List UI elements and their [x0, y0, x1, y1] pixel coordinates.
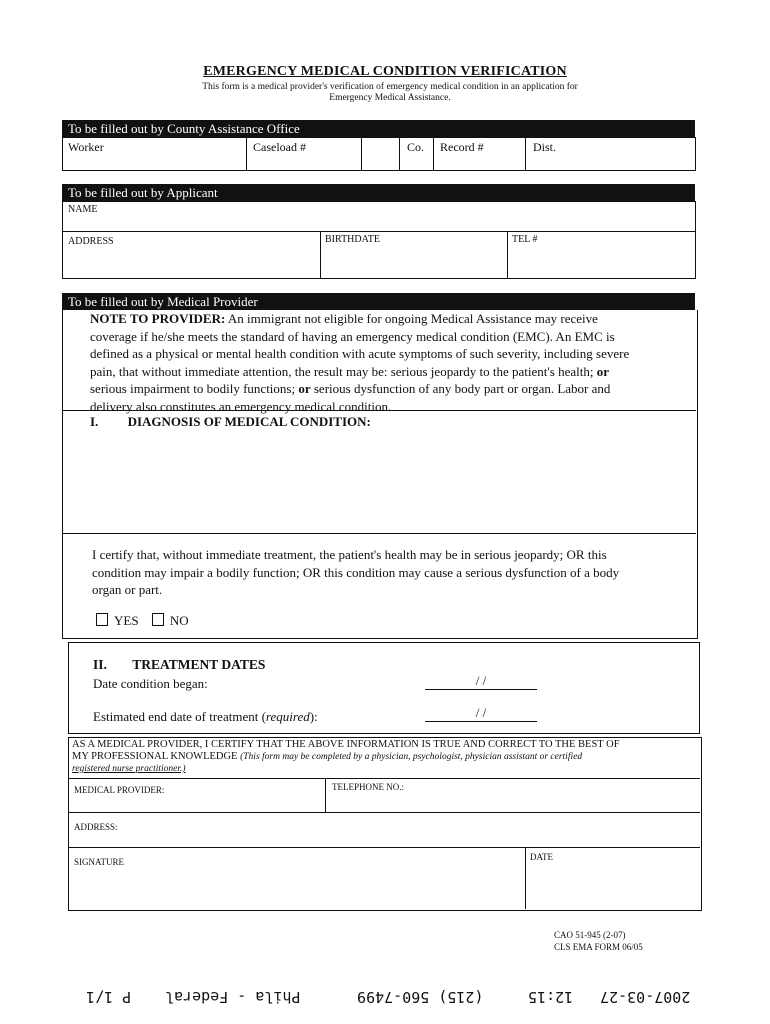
date-began-slashes: / /: [475, 673, 487, 688]
signature-date-field[interactable]: DATE: [530, 852, 553, 862]
end-date-label-close: ):: [309, 709, 318, 724]
note-or-2: or: [295, 381, 311, 396]
diagnosis-heading: [90, 414, 371, 430]
provider-section-title: To be filled out by Medical Provider: [68, 294, 258, 309]
signature-field[interactable]: SIGNATURE: [74, 857, 125, 867]
yes-no-options: [96, 613, 189, 629]
note-line-6: delivery also constitutes an emergency medical condition.: [90, 398, 392, 414]
certification-line-3: registered nurse practitioner.): [72, 764, 186, 774]
yes-label: YES: [114, 613, 139, 628]
note-line-3: defined as a physical or mental health condition with acute symptoms of such severity, including severe: [90, 346, 630, 361]
note-line-1: An immigrant not eligible for ongoing Medical Assistance may receive: [225, 311, 598, 326]
address-field[interactable]: ADDRESS: [68, 236, 114, 247]
name-field[interactable]: NAME: [68, 204, 98, 215]
end-date-label-text: Estimated end date of treatment (: [93, 709, 266, 724]
county-section-bar: [62, 120, 695, 137]
telephone-field[interactable]: TEL #: [512, 234, 538, 245]
note-to-provider: [90, 310, 690, 415]
applicant-section-bar: [62, 184, 695, 201]
form-code-line-1: CAO 51-945 (2-07): [554, 930, 626, 940]
fax-sender: Phila - Federal: [165, 988, 301, 1006]
fax-time: 12:15: [528, 988, 574, 1006]
treatment-number: II.: [93, 657, 107, 672]
no-checkbox[interactable]: [152, 613, 164, 626]
no-label: NO: [169, 613, 189, 628]
record-number-field[interactable]: Record #: [440, 140, 484, 154]
fax-phone: (215) 560-7499: [357, 988, 484, 1006]
date-began-field[interactable]: [425, 673, 537, 690]
end-date-field[interactable]: [425, 705, 537, 722]
treatment-heading: [93, 657, 265, 673]
end-date-required: required: [265, 709, 310, 724]
fax-page: P 1/1: [86, 988, 132, 1006]
note-line-2: coverage if he/she meets the standard of having an emergency medical condition (EMC). An EMC is: [90, 328, 615, 344]
certify-line-3: organ or part.: [92, 582, 163, 597]
form-subtitle: [180, 82, 600, 104]
note-line-5a: serious impairment to bodily functions;: [90, 381, 296, 396]
form-code: [554, 929, 643, 953]
note-or-1: or: [593, 363, 609, 379]
county-fields-box: [62, 137, 696, 171]
form-code-line-2: CLS EMA FORM 06/05: [554, 942, 643, 952]
subtitle-line-2: Emergency Medical Assistance.: [329, 93, 451, 103]
note-line-5b: serious dysfunction of any body part or organ. Labor and: [310, 381, 611, 396]
certification-line-2a: MY PROFESSIONAL KNOWLEDGE: [72, 751, 238, 762]
note-label: NOTE TO PROVIDER:: [90, 311, 226, 326]
provider-certification-text: [72, 739, 698, 775]
telephone-number-field[interactable]: TELEPHONE NO.:: [332, 782, 404, 792]
provider-section-bar: [62, 293, 695, 310]
worker-field[interactable]: Worker: [68, 140, 104, 154]
treatment-title: TREATMENT DATES: [132, 657, 266, 672]
fax-date: 2007-03-27: [600, 988, 691, 1006]
provider-address-field[interactable]: ADDRESS:: [74, 822, 118, 832]
applicant-section-title: To be filled out by Applicant: [68, 185, 218, 200]
medical-provider-field[interactable]: MEDICAL PROVIDER:: [74, 785, 165, 795]
note-line-4: pain, that without immediate attention, the result may be: serious jeopardy to the patient's health;: [90, 363, 594, 379]
end-date-label: [93, 709, 318, 725]
diagnosis-number: I.: [90, 414, 99, 429]
county-code-field[interactable]: Co.: [407, 140, 425, 154]
county-section-title: To be filled out by County Assistance Office: [68, 121, 300, 136]
caseload-field[interactable]: Caseload #: [253, 140, 306, 154]
certify-line-1: I certify that, without immediate treatment, the patient's health may be in serious jeopardy; OR this: [92, 547, 607, 562]
end-date-slashes: / /: [475, 705, 487, 720]
diagnosis-title: DIAGNOSIS OF MEDICAL CONDITION:: [127, 414, 371, 429]
subtitle-line-1: This form is a medical provider's verification of emergency medical condition in an application for: [202, 82, 578, 92]
certify-line-2: condition may impair a bodily function; OR this condition may cause a serious dysfunction of a body: [92, 564, 620, 580]
certification-line-2b: (This form may be completed by a physician, psychologist, physician assistant or certified: [240, 752, 583, 762]
certification-statement: [92, 546, 692, 599]
diagnosis-input-area[interactable]: [96, 432, 692, 532]
date-began-label: Date condition began:: [93, 676, 208, 691]
certification-line-1: AS A MEDICAL PROVIDER, I CERTIFY THAT THE ABOVE INFORMATION IS TRUE AND CORRECT TO THE BEST OF: [72, 739, 620, 750]
form-title: EMERGENCY MEDICAL CONDITION VERIFICATION: [203, 64, 567, 79]
applicant-fields-box: [62, 201, 696, 279]
birthdate-field[interactable]: BIRTHDATE: [325, 234, 380, 245]
yes-checkbox[interactable]: [96, 613, 108, 626]
district-field[interactable]: Dist.: [533, 140, 557, 154]
